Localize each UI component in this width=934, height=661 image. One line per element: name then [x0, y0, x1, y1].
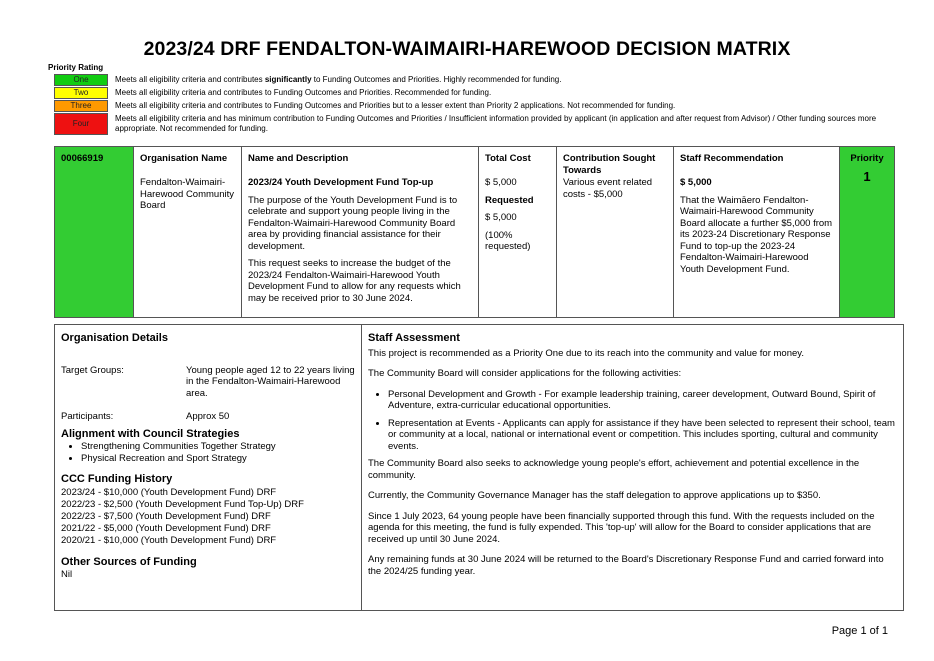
alignment-heading: Alignment with Council Strategies: [61, 427, 240, 440]
strategy-item: • Physical Recreation and Sport Strategy: [81, 453, 355, 465]
priority-legend: [54, 74, 894, 137]
decision-matrix-row: [54, 146, 895, 318]
assessment-activities-list: [368, 389, 897, 453]
history-line: 2020/21 - $10,000 (Youth Development Fund) DRF: [61, 534, 277, 546]
org-details-heading: Organisation Details: [61, 332, 168, 344]
org-name: Fendalton-Waimairi-Harewood Community Board: [140, 177, 234, 211]
legend-text-four: Meets all eligibility criteria and has minimum contribution to Funding Outcomes and Priorities / Insufficient information provided by applicant (in application and after request from Advisor) / Other funding sources more appropriate. Not recommended for funding.: [115, 114, 877, 133]
participants-value: Approx 50: [186, 411, 230, 422]
priority-header: Priority: [850, 153, 884, 164]
history-line: 2023/24 - $10,000 (Youth Development Fund) DRF: [61, 486, 277, 498]
legend-row-two: [54, 87, 894, 100]
legend-text-one: Meets all eligibility criteria and contributes significantly to Funding Outcomes and Priorities. Highly recommended for funding.: [115, 75, 562, 84]
project-name: 2023/24 Youth Development Fund Top-up: [248, 177, 434, 188]
priority-column: [840, 147, 894, 317]
strategies-list: [61, 441, 355, 464]
target-groups-label: Target Groups:: [61, 364, 124, 376]
requested-percent: (100% requested): [485, 229, 531, 252]
target-groups-row: [61, 365, 355, 400]
target-groups-value: Young people aged 12 to 22 years living in the Fendalton-Waimairi-Harewood area.: [186, 364, 355, 399]
legend-swatch-two: Two: [54, 87, 108, 99]
history-line: 2022/23 - $2,500 (Youth Development Fund Top-Up) DRF: [61, 498, 304, 510]
total-cost-column: [479, 147, 557, 317]
history-line: 2022/23 - $7,500 (Youth Development Fund) DRF: [61, 510, 271, 522]
assessment-paragraph: Currently, the Community Governance Manager has the staff delegation to approve applications up to $350.: [368, 490, 821, 501]
legend-row-three: [54, 100, 894, 113]
funding-history-heading: CCC Funding History: [61, 473, 173, 485]
contribution-value: Various event related costs - $5,000: [563, 177, 653, 200]
staff-recommendation-text: That the Waimāero Fendalton-Waimairi-Harewood Community Board allocate a further $5,000 from its 2023-24 Discretionary Response Fund to top-up the 2023-24 Fendalton-Waimairi-Harewood Youth Development Fund.: [680, 194, 833, 275]
other-funding-value: Nil: [61, 569, 73, 580]
staff-amount: $ 5,000: [680, 177, 712, 188]
legend-row-one: [54, 74, 894, 87]
assessment-paragraph: Any remaining funds at 30 June 2024 will be returned to the Board's Discretionary Response Fund and carried forward into the 2024/25 funding year.: [368, 554, 884, 577]
legend-swatch-three: Three: [54, 100, 108, 112]
participants-label: Participants:: [61, 411, 114, 422]
total-cost-value: $ 5,000: [485, 177, 517, 188]
activity-item: • Personal Development and Growth - For example leadership training, career development, Outward Bound, Spirit of Adventure, extra-curricular educational opportunities.: [388, 389, 897, 412]
assessment-paragraph: This project is recommended as a Priority One due to its reach into the community and value for money.: [368, 347, 804, 359]
legend-swatch-one: One: [54, 74, 108, 86]
activity-item: • Representation at Events - Applicants can apply for assistance if they have been selected to represent their school, team or community at a local, national or international event or competition. This includes sporting, cultural and community events.: [388, 418, 897, 453]
staff-assessment-heading: Staff Assessment: [368, 332, 460, 344]
history-line: 2021/22 - $5,000 (Youth Development Fund) DRF: [61, 522, 271, 534]
name-header: Name and Description: [248, 153, 349, 164]
organisation-details-panel: [55, 325, 362, 610]
contribution-column: [557, 147, 674, 317]
legend-text-two: Meets all eligibility criteria and contributes to Funding Outcomes and Priorities. Recommended for funding.: [115, 88, 492, 97]
assessment-paragraph: The Community Board will consider applications for the following activities:: [368, 368, 682, 379]
page-title: 2023/24 DRF FENDALTON-WAIMAIRI-HAREWOOD DECISION MATRIX: [143, 38, 791, 60]
assessment-paragraph: Since 1 July 2023, 64 young people have been financially supported through this fund. With the requests included on the agenda for this meeting, the fund is fully expended. This 'top-up' will allow for the Board to consider applications that are received up until 30 June 2024.: [368, 510, 875, 545]
staff-header: Staff Recommendation: [680, 153, 784, 164]
contrib-header: Contribution Sought Towards: [563, 153, 656, 176]
org-column: [134, 147, 242, 317]
priority-value: 1: [863, 168, 871, 184]
legend-swatch-four: Four: [54, 113, 108, 135]
application-id: 00066919: [55, 147, 134, 317]
assessment-paragraph: The Community Board also seeks to acknowledge young people's effort, achievement and potential excellence in the community.: [368, 458, 860, 481]
name-description-column: [242, 147, 479, 317]
project-description-1: The purpose of the Youth Development Fund is to celebrate and support young people living in the Fendalton-Waimairi-Harewood Community Board area by providing financial assistance for their development.: [248, 194, 458, 252]
legend-row-four: [54, 113, 894, 137]
priority-rating-label: Priority Rating: [48, 63, 104, 72]
page-number: Page 1 of 1: [831, 625, 888, 637]
project-description-2: This request seeks to increase the budget of the 2023/24 Fendalton-Waimairi-Harewood Youth Development Fund to allow for any requests which may be received prior to 30 June 2024.: [248, 258, 461, 304]
details-section: [54, 324, 904, 611]
staff-recommendation-column: [674, 147, 840, 317]
strategy-item: • Strengthening Communities Together Strategy: [81, 441, 355, 453]
legend-text-three: Meets all eligibility criteria and contributes to Funding Outcomes and Priorities but to a lesser extent than Priority 2 applications. Not recommended for funding.: [115, 101, 676, 110]
other-funding-heading: Other Sources of Funding: [61, 555, 197, 568]
cost-header: Total Cost: [485, 153, 531, 164]
participants-row: [61, 411, 355, 423]
requested-label: Requested: [485, 194, 534, 206]
org-header: Organisation Name: [140, 153, 228, 164]
staff-assessment-panel: [362, 325, 903, 610]
requested-amount: $ 5,000: [485, 212, 517, 223]
